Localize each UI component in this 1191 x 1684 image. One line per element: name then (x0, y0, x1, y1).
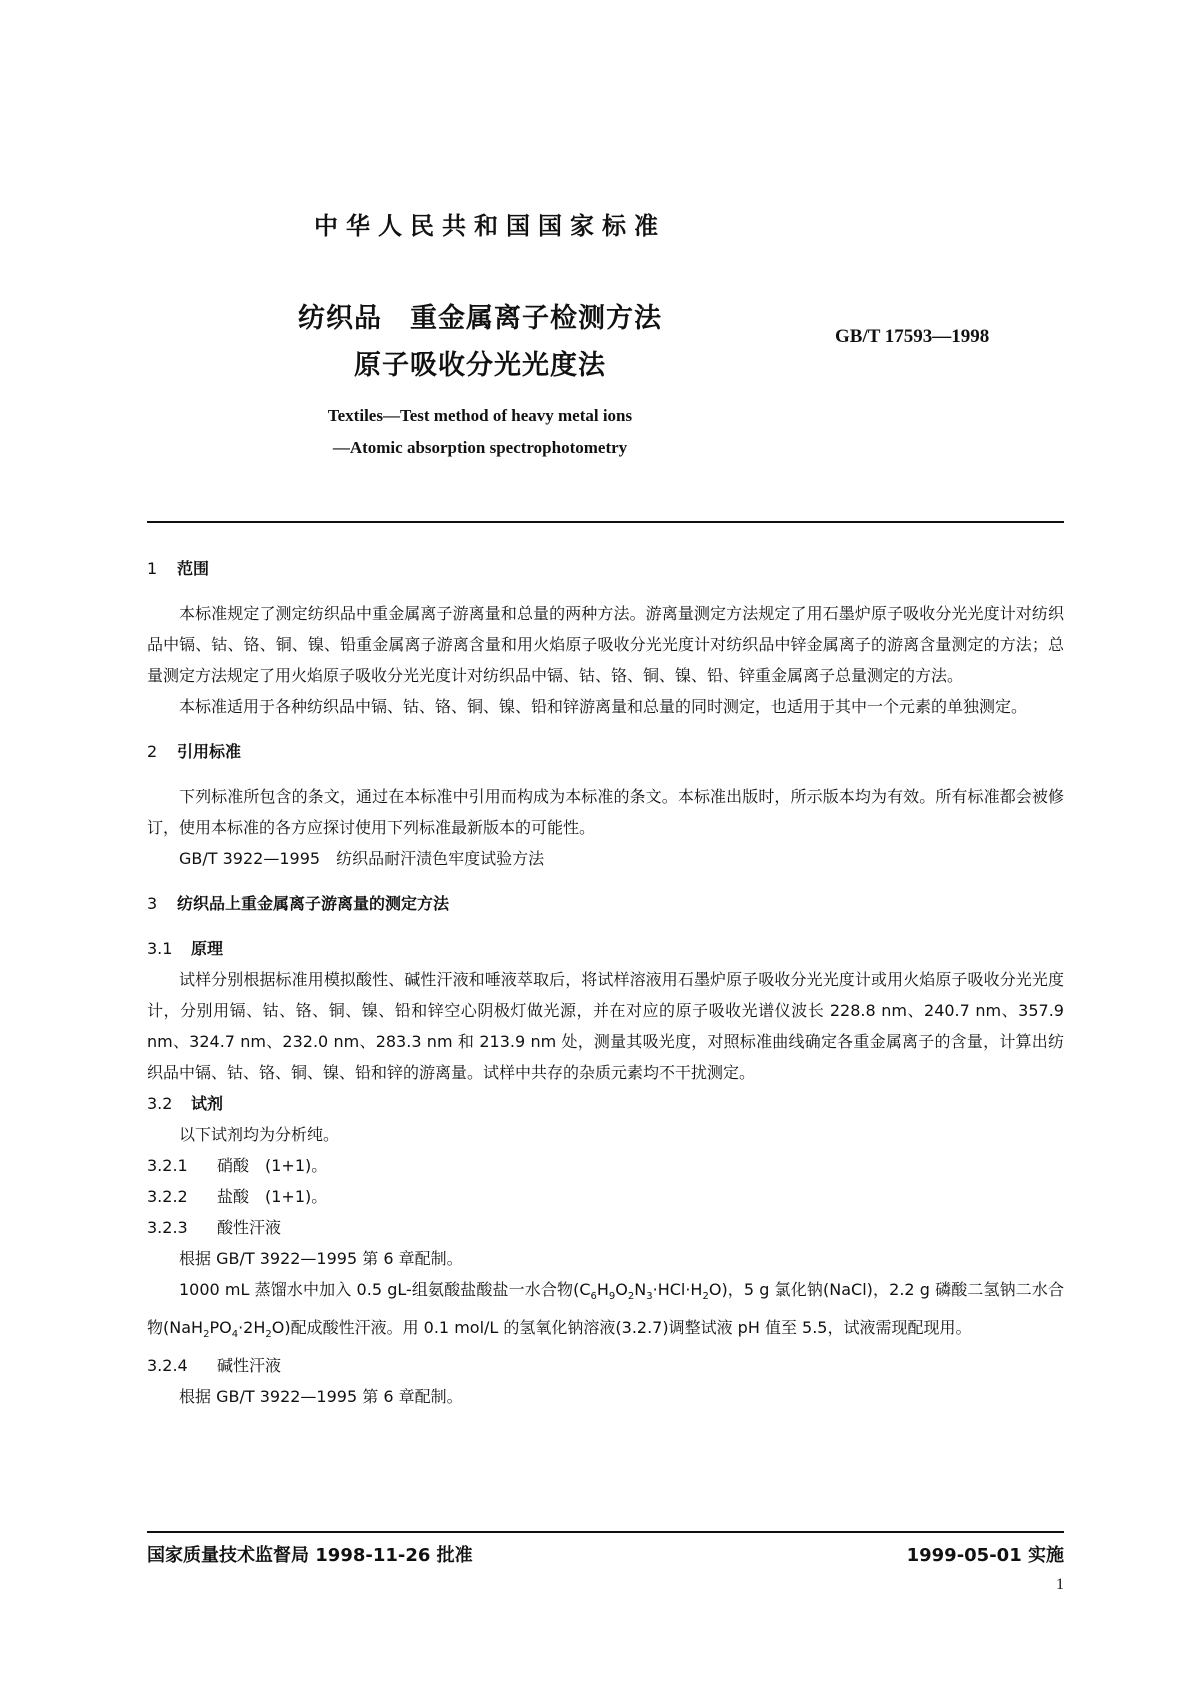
item-number: 3.2.1 (147, 1156, 188, 1175)
english-title-line1: Textiles—Test method of heavy metal ions (327, 406, 633, 425)
section-1-paragraph-1: 本标准规定了测定纺织品中重金属离子游离量和总量的两种方法。游离量测定方法规定了用石墨炉原子吸收分光光度计对纺织品中镉、钴、铬、铜、镍、铅重金属离子游离含量和用火焰原子吸收分光光度计对纺织品中锌金属离子的游离含量测定的方法；总量测定方法规定了用火焰原子吸收分光光度计对纺织品中镉、钴、铬、铜、镍、铅、锌重金属离子总量测定的方法。 (147, 604, 1064, 685)
reagent-item-3-2-2 (147, 1181, 1064, 1212)
item-label: 盐酸 (1+1)。 (217, 1187, 328, 1206)
document-title-line1: 纺织品 重金属离子检测方法 (298, 303, 662, 334)
standard-code: GB/T 17593—1998 (835, 326, 990, 347)
acid-sweat-recipe: 1000 mL 蒸馏水中加入 0.5 gL-组氨酸盐酸盐一水合物$(C_6H_9O_2N_3\cdot HCl\cdot H_2O)$，5 g 氯化钠(NaCl)，2.2 g 磷酸二氢钠二水合物$(NaH_2PO_4\cdot 2H_2O)$配成酸性汗液。用 0.1 mol/L 的氢氧化钠溶液(3.2.7)调整试液 pH 值至 5.5，试液需现配现用。 (147, 1280, 1064, 1341)
section-3-2-heading (147, 1088, 1064, 1119)
alkaline-sweat-reference: 根据 GB/T 3922—1995 第 6 章配制。 (179, 1387, 463, 1407)
section-number: 3.2 (147, 1094, 173, 1113)
approval-statement: 国家质量技术监督局 1998-11-26 批准 (147, 1545, 473, 1566)
english-title-line2: —Atomic absorption spectrophotometry (332, 438, 628, 457)
reagents-intro: 以下试剂均为分析纯。 (179, 1125, 340, 1144)
acid-sweat-reference: 根据 GB/T 3922—1995 第 6 章配制。 (179, 1249, 463, 1268)
section-3-heading (147, 888, 1064, 919)
effective-date: 1999-05-01 实施 (906, 1545, 1064, 1566)
item-label: 碱性汗液 (217, 1356, 282, 1376)
reagent-item-3-2-3 (147, 1212, 1064, 1243)
document-title-line2: 原子吸收分光光度法 (354, 350, 606, 381)
section-title: 原理 (191, 939, 224, 958)
item-number: 3.2.3 (147, 1218, 188, 1237)
section-2-paragraph-1: 下列标准所包含的条文，通过在本标准中引用而构成为本标准的条文。本标准出版时，所示版本均为有效。所有标准都会被修订，使用本标准的各方应探讨使用下列标准最新版本的可能性。 (147, 787, 1064, 837)
item-number: 3.2.2 (147, 1187, 188, 1206)
section-1-paragraph-2: 本标准适用于各种纺织品中镉、钴、铬、铜、镍、铅和锌游离量和总量的同时测定，也适用于其中一个元素的单独测定。 (179, 697, 1028, 716)
section-title: 范围 (177, 559, 210, 578)
section-2-heading (147, 736, 1064, 767)
national-standard-heading: 中华人民共和国国家标准 (314, 212, 666, 240)
section-title: 引用标准 (177, 742, 242, 761)
section-number: 3.1 (147, 939, 173, 958)
header-divider (147, 521, 1064, 523)
footer-divider (147, 1531, 1064, 1533)
reagent-item-3-2-4 (147, 1350, 1064, 1381)
section-number: 3 (147, 894, 158, 913)
item-label: 硝酸 (1+1)。 (217, 1156, 328, 1175)
reagent-item-3-2-1 (147, 1150, 1064, 1181)
section-number: 2 (147, 742, 158, 761)
item-label: 酸性汗液 (217, 1218, 282, 1237)
principle-paragraph: 试样分别根据标准用模拟酸性、碱性汗液和唾液萃取后，将试样溶液用石墨炉原子吸收分光光度计或用火焰原子吸收分光光度计，分别用镉、钴、铬、铜、镍、铅和锌空心阴极灯做光源，并在对应的原子吸收光谱仪波长 228.8 nm、240.7 nm、357.9 nm、324.7 nm、232.0 nm、283.3 nm 和 213.9 nm 处，测量其吸光度，对照标准曲线确定各重金属离子的含量，计算出纺织品中镉、钴、铬、铜、镍、铅和锌的游离量。试样中共存的杂质元素均不干扰测定。 (147, 970, 1064, 1082)
section-title: 试剂 (191, 1094, 224, 1113)
section-1-heading (147, 553, 1064, 584)
section-number: 1 (147, 559, 158, 578)
document-body (147, 553, 1064, 1412)
item-number: 3.2.4 (147, 1356, 188, 1376)
section-title: 纺织品上重金属离子游离量的测定方法 (177, 894, 450, 913)
normative-reference: GB/T 3922—1995 纺织品耐汗渍色牢度试验方法 (179, 849, 545, 868)
section-3-1-heading (147, 933, 1064, 964)
page-number: 1 (1056, 1576, 1064, 1593)
